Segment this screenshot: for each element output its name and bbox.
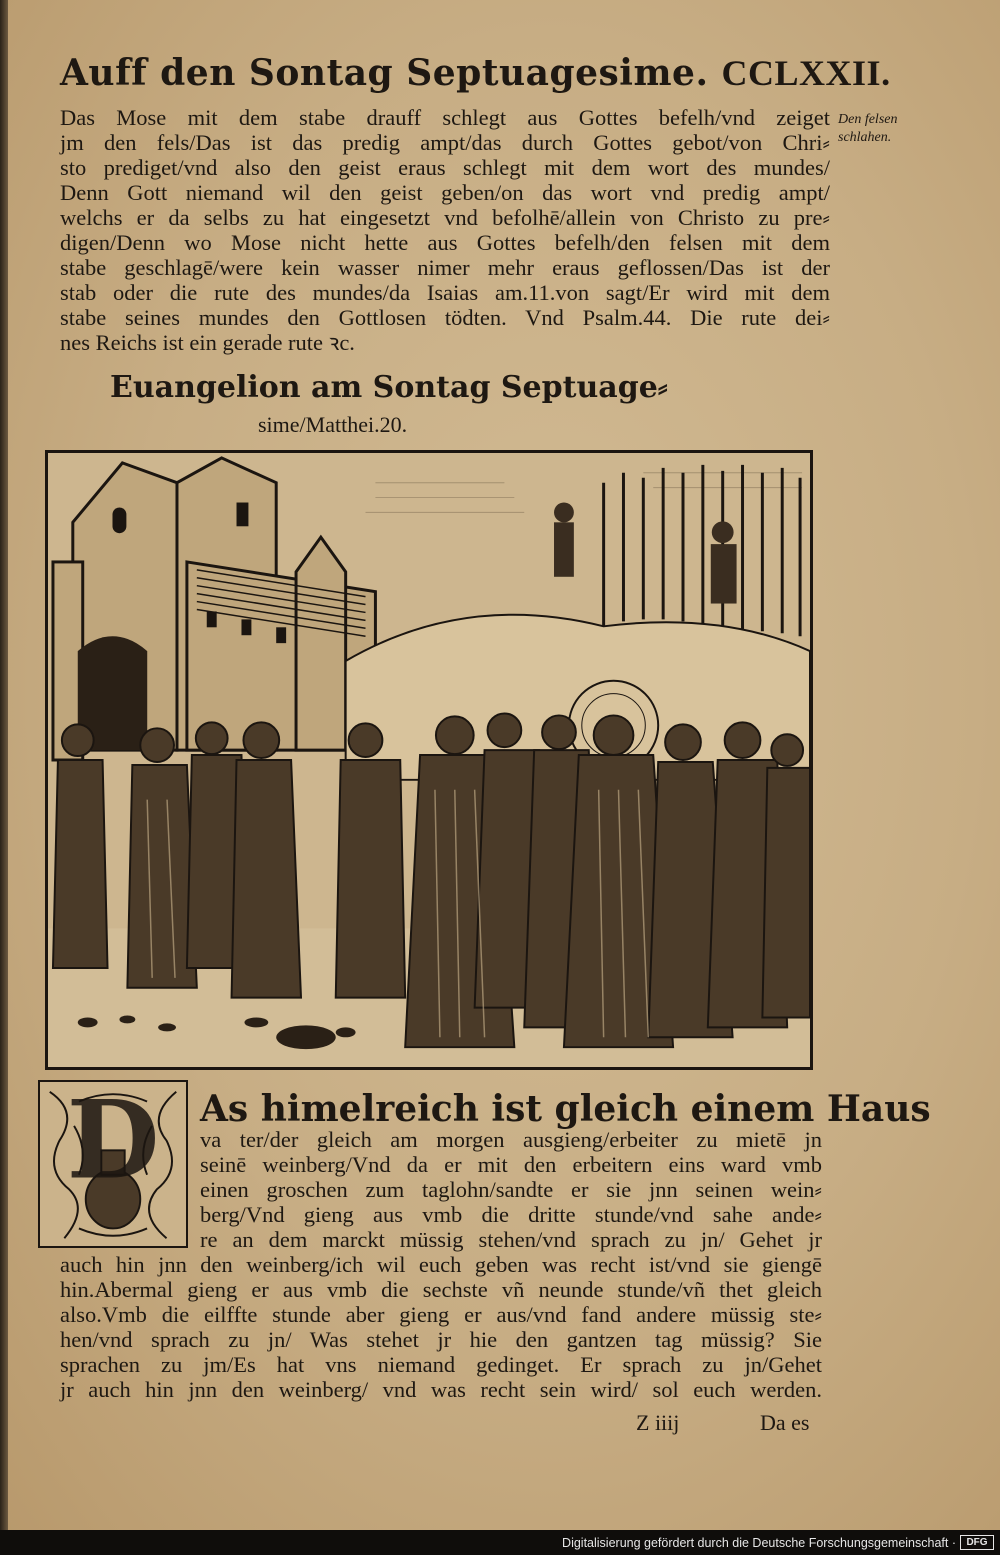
gospel-line: auch hin jnn den weinberg/ich wil euch geben was recht ist/vnd sie giengē — [60, 1252, 822, 1277]
decorated-initial — [38, 1080, 188, 1248]
body-line: nes Reichs ist ein gerade rute ꝛc. — [60, 330, 355, 355]
page-edge-shadow — [0, 0, 8, 1530]
initial-letter: D — [66, 1082, 160, 1204]
woodcut-drawing — [48, 453, 810, 1067]
gospel-line: hin.Abermal gieng er aus vmb die sechste vñ neunde stunde/vñ thet gleich — [60, 1277, 822, 1302]
gospel-line: hen/vnd sprach zu jn/ Was stehet jr hie den gantzen tag müssig? Sie — [60, 1327, 822, 1352]
gospel-line: seinē weinberg/Vnd da er mit den erbeitern eins ward vmb — [200, 1152, 822, 1177]
gospel-line: berg/Vnd gieng aus vmb die dritte stunde/vnd sahe ande⸗ — [200, 1202, 822, 1227]
section-subtitle: sime/Matthei.20. — [258, 412, 408, 437]
body-line: stab oder die rute des mundes/da Isaias am.11.von sagt/Er wird mit dem — [60, 280, 830, 305]
dfg-logo: DFG — [960, 1535, 994, 1550]
body-line: Das Mose mit dem stabe drauff schlegt aus Gottes befelh/vnd zeiget — [60, 105, 830, 130]
folio-number: CCLXXII. — [721, 53, 891, 93]
body-line: stabe geschlagē/were kein wasser nimer mehr eraus geflossen/Das ist der — [60, 255, 830, 280]
footer-credit: Digitalisierung gefördert durch die Deutsche Forschungsgemeinschaft · — [562, 1536, 956, 1550]
footer-bar — [0, 1530, 1000, 1555]
margin-note-line: schlahen. — [838, 130, 892, 145]
gospel-lead-line: As himelreich ist gleich einem Haus — [200, 1088, 931, 1130]
initial-ornament — [40, 1082, 186, 1246]
running-header — [60, 52, 891, 94]
gospel-line: also.Vmb die eilffte stunde aber gieng er aus/vnd fand andere müssig ste⸗ — [60, 1302, 822, 1327]
body-line: stabe seines mundes den Gottlosen tödten. Vnd Psalm.44. Die rute dei⸗ — [60, 305, 830, 330]
body-line: digen/Denn wo Mose nicht hette aus Gottes befelh/den felsen mit dem — [60, 230, 830, 255]
gospel-line: re an dem marckt müssig stehen/vnd sprach zu jn/ Gehet jr — [200, 1227, 822, 1252]
signature-mark: Z iiij — [636, 1410, 680, 1435]
body-line: jm den fels/Das ist das predig ampt/das durch Gottes gebot/von Chri⸗ — [60, 130, 830, 155]
header-title: Auff den Sontag Septuagesime. — [60, 52, 709, 94]
body-line: Denn Gott niemand wil den geist geben/on das wort vnd predig ampt/ — [60, 180, 830, 205]
gospel-line: sprachen zu jm/Es hat vns niemand gedinget. Er sprach zu jn/Gehet — [60, 1352, 822, 1377]
body-line: welchs er da selbs zu hat eingesetzt vnd befolhē/allein von Christo zu pre⸗ — [60, 205, 830, 230]
woodcut-illustration — [45, 450, 813, 1070]
catchword: Da es — [760, 1410, 810, 1435]
gospel-line: jr auch hin jnn den weinberg/ vnd was recht sein wird/ sol euch werden. — [60, 1377, 822, 1402]
section-title: Euangelion am Sontag Septuage⸗ — [110, 370, 668, 405]
gospel-line: einen groschen zum taglohn/sandte er sie jnn seinen wein⸗ — [200, 1177, 822, 1202]
body-line: sto prediget/vnd also den geist eraus schlegt mit dem wort des mundes/ — [60, 155, 830, 180]
gospel-line: va ter/der gleich am morgen ausgieng/erbeiter zu mietē jn — [200, 1127, 822, 1152]
margin-note-line: Den felsen — [838, 112, 898, 127]
